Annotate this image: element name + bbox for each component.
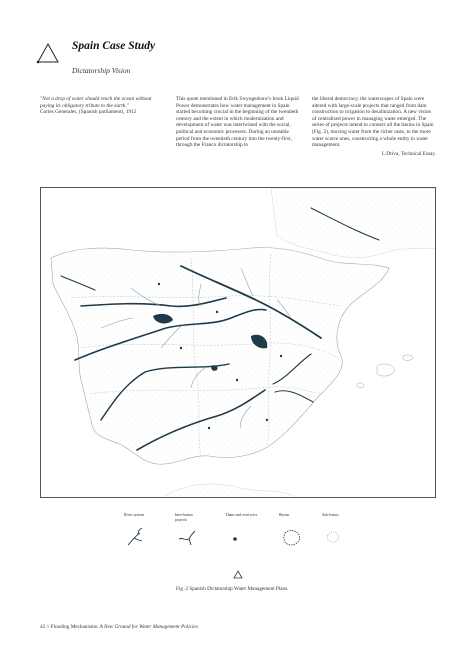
dam-icon <box>226 525 250 549</box>
iberia-water-map <box>40 187 436 498</box>
legend-label: Dams and reservoirs <box>226 513 258 517</box>
footer-page: 42 // Flooding Mechanisms: <box>40 624 99 630</box>
basin-icon <box>279 525 305 549</box>
essay-text-1: This quote mentioned in Erik Swyngedouw's book Liquid Power demonstrates how water management in Spain started becoming crucial in the beginning of the twentieth century and the extent in which modernization and development of water was intertwined with the social, political and economic processes. During an unstable period from the twentieth century into the twenty-first, through the Franco dictatorship to <box>176 96 299 149</box>
legend-label: Inter-basins projects <box>175 513 193 522</box>
essay-column-2 <box>312 96 436 157</box>
legend-inter-basin <box>175 513 231 522</box>
essay-column-1 <box>176 96 300 149</box>
quote-column <box>40 96 162 116</box>
essay-text-2: the liberal democracy, the waterscapes of Spain were altered with large-scale projects that ranged from dam construction to irrigation to desalinization. A new vision of centralised power in managing water emerged. The series of projects intend to connect all the basins in Spain (Fig. 2), moving water from the richer ones, to the more water scarce ones, constructing a whole entity in water management. <box>312 96 434 149</box>
river-icon <box>124 525 148 549</box>
quote-attribution: Cortes Generales, (Spanish parliament), 1912 <box>40 109 137 116</box>
mallorca-island <box>377 364 395 376</box>
footer-subtitle: A New Ground for Water Management Policies <box>99 624 198 630</box>
essay-signature: L.Driva, Technical Essay. <box>381 150 436 157</box>
iberian-peninsula <box>51 248 389 465</box>
map-svg <box>41 188 436 498</box>
legend-label: Sub-basins <box>322 513 339 517</box>
inter-basin-icon <box>175 525 199 549</box>
ibiza-island <box>357 383 364 388</box>
france-landmass <box>271 188 436 258</box>
page-footer <box>40 624 198 630</box>
north-africa-landmass <box>161 484 301 498</box>
legend-label: River system <box>124 513 144 517</box>
triangle-logo-icon <box>36 42 60 64</box>
sub-basin-icon <box>322 525 346 549</box>
legend-sub-basins <box>322 513 378 518</box>
legend-label: Basins <box>279 513 290 517</box>
quote-text: "Not a drop of water should reach the ocean without paying its obligatory tribute to the earth." <box>40 96 152 109</box>
page-subtitle: Dictatorship Vision <box>72 66 131 75</box>
legend-dams <box>226 513 282 518</box>
page-title: Spain Case Study <box>72 40 156 52</box>
figure-caption: Fig .2 Spanish Dictatorship Water Management Plans. <box>176 586 289 592</box>
menorca-island <box>403 355 413 360</box>
legend-river-system <box>124 513 180 518</box>
triangle-marker-icon <box>233 570 243 579</box>
